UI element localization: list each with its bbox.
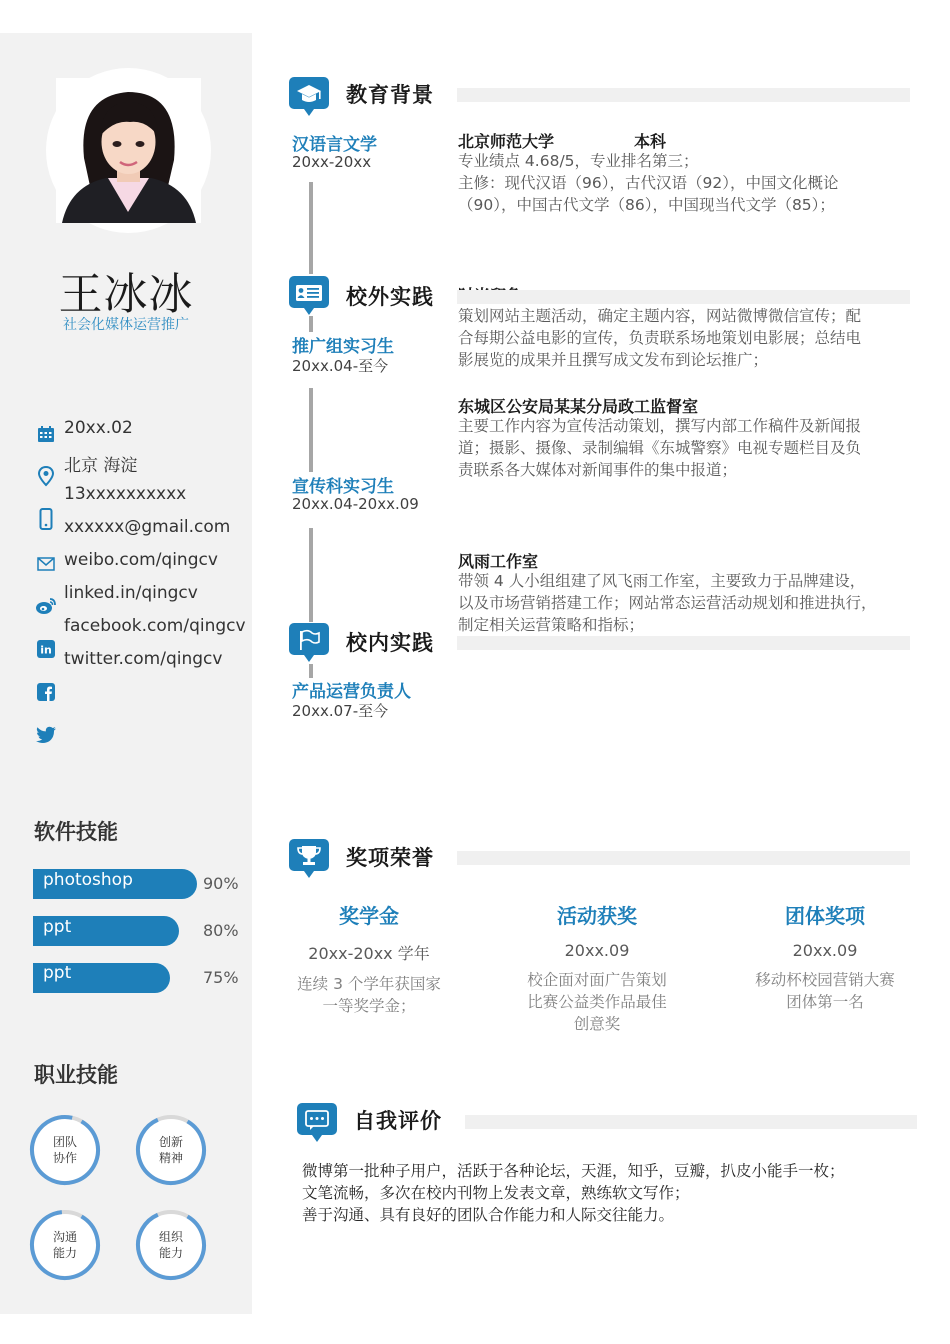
timeline-line — [309, 388, 313, 472]
section-divider — [457, 88, 910, 102]
phone-icon — [35, 508, 57, 530]
skill-percent: 90% — [203, 874, 239, 893]
timeline-line — [309, 316, 313, 332]
award-desc: 移动杯校园营销大赛 团体第一名 — [755, 971, 895, 1011]
school-name: 北京师范大学 — [458, 132, 555, 151]
timeline-line — [309, 664, 313, 678]
trophy-icon — [288, 838, 330, 880]
location: 北京 海淀 — [64, 456, 138, 476]
linkedin-icon — [35, 638, 57, 660]
section-title-awards: 奖项荣誉 — [346, 846, 434, 870]
section-title-internal-practice: 校内实践 — [346, 631, 434, 655]
external-practice-desc: 策划网站主题活动，确定主题内容，网站微博微信宣传；配 合每期公益电影的宣传，负责联系场地策划电影展；总结电 影展览的成果并且撰写成文发布到论坛推广； — [458, 307, 862, 369]
avatar — [56, 78, 201, 223]
skill-percent: 80% — [203, 921, 239, 940]
section-title-external-practice: 校外实践 — [346, 285, 434, 309]
skill-bar-label: ppt — [43, 917, 72, 937]
weibo-link[interactable]: weibo.com/qingcv — [64, 550, 218, 570]
award-desc: 连续 3 个学年获国家 一等奖学金； — [297, 975, 441, 1015]
skill-bar-label: photoshop — [43, 870, 133, 890]
svg-text:in: in — [40, 643, 52, 657]
email-icon — [35, 553, 57, 575]
award-card — [497, 900, 697, 1035]
award-date: 20xx.09 — [564, 941, 630, 960]
education-major: 汉语言文学 — [292, 135, 377, 155]
role-dates: 20xx.04-至今 — [292, 357, 389, 375]
birth-date: 20xx.02 — [64, 418, 133, 438]
section-divider — [465, 1115, 917, 1129]
email-address[interactable]: xxxxxx@gmail.com — [64, 517, 231, 537]
skill-percent: 75% — [203, 968, 239, 987]
self-evaluation-text: 微博第一批种子用户，活跃于各种论坛，天涯，知乎，豆瓣，扒皮小能手一枚； 文笔流畅，多次在校内刊物上发表文章，熟练软文写作； 善于沟通、具有良好的团队合作能力和人际交往能力。 — [302, 1162, 845, 1224]
award-card — [725, 900, 925, 1013]
skill-bar-label: ppt — [43, 963, 72, 983]
twitter-link[interactable]: twitter.com/qingcv — [64, 649, 223, 669]
degree: 本科 — [634, 132, 667, 151]
candidate-name: 王冰冰 — [58, 269, 194, 320]
role-dates: 20xx.04-20xx.09 — [292, 495, 419, 513]
skill-ring-label: 沟通 能力 — [52, 1230, 77, 1260]
section-divider — [457, 636, 910, 650]
job-title: 社会化媒体运营推广 — [63, 317, 189, 333]
role-dates: 20xx.07-至今 — [292, 702, 389, 720]
education-dates: 20xx-20xx — [292, 153, 372, 171]
award-title: 团体奖项 — [785, 904, 865, 928]
flag-icon — [288, 622, 330, 664]
org-desc: 带领 4 人小组组建了风飞雨工作室，主要致力于品牌建设， 以及市场营销搭建工作；网站常态运营活动规划和推进执行， 制定相关运营策略和指标； — [458, 572, 877, 634]
id-card-icon — [288, 275, 330, 317]
calendar-icon — [35, 423, 57, 445]
org-name: 风雨工作室 — [458, 552, 539, 571]
org-name: 东城区公安局某某分局政工监督室 — [458, 397, 699, 416]
location-pin-icon — [35, 465, 57, 487]
section-title-self-evaluation: 自我评价 — [354, 1109, 442, 1133]
section-divider — [457, 290, 910, 304]
weibo-icon — [35, 595, 57, 617]
timeline-line — [309, 528, 313, 622]
role-title: 宣传科实习生 — [292, 477, 394, 497]
role-title: 产品运营负责人 — [292, 682, 411, 702]
award-date: 20xx-20xx 学年 — [308, 944, 430, 963]
org-desc: 主要工作内容为宣传活动策划，撰写内部工作稿件及新闻报 道；摄影、摄像、录制编辑《东城警察》电视专题栏目及负 责联系各大媒体对新闻事件的集中报道； — [458, 417, 862, 479]
role-title: 推广组实习生 — [292, 337, 394, 357]
facebook-icon — [35, 681, 57, 703]
phone-number: 13xxxxxxxxxx — [64, 484, 187, 504]
graduation-cap-icon — [288, 76, 330, 118]
software-skills-heading: 软件技能 — [34, 820, 118, 844]
award-desc: 校企面对面广告策划 比赛公益类作品最佳 创意奖 — [527, 971, 667, 1033]
chat-bubble-icon — [296, 1102, 338, 1144]
linkedin-link[interactable]: linked.in/qingcv — [64, 583, 198, 603]
skill-ring-label: 团队 协作 — [52, 1135, 77, 1165]
award-title: 活动获奖 — [557, 904, 637, 928]
section-title-education: 教育背景 — [346, 83, 434, 107]
facebook-link[interactable]: facebook.com/qingcv — [64, 616, 246, 636]
career-skills-heading: 职业技能 — [34, 1063, 118, 1087]
skill-ring-label: 创新 精神 — [158, 1135, 183, 1165]
skill-ring-label: 组织 能力 — [158, 1230, 183, 1260]
twitter-icon — [35, 724, 57, 746]
education-details: 专业绩点 4.68/5，专业排名第三； 主修：现代汉语（96），古代汉语（92），中国文化概论 （90），中国古代文学（86），中国现当代文学（85）； — [458, 152, 839, 214]
award-card — [269, 900, 469, 1017]
award-date: 20xx.09 — [792, 941, 858, 960]
timeline-line — [309, 182, 313, 274]
award-title: 奖学金 — [339, 904, 399, 928]
section-divider — [457, 851, 910, 865]
